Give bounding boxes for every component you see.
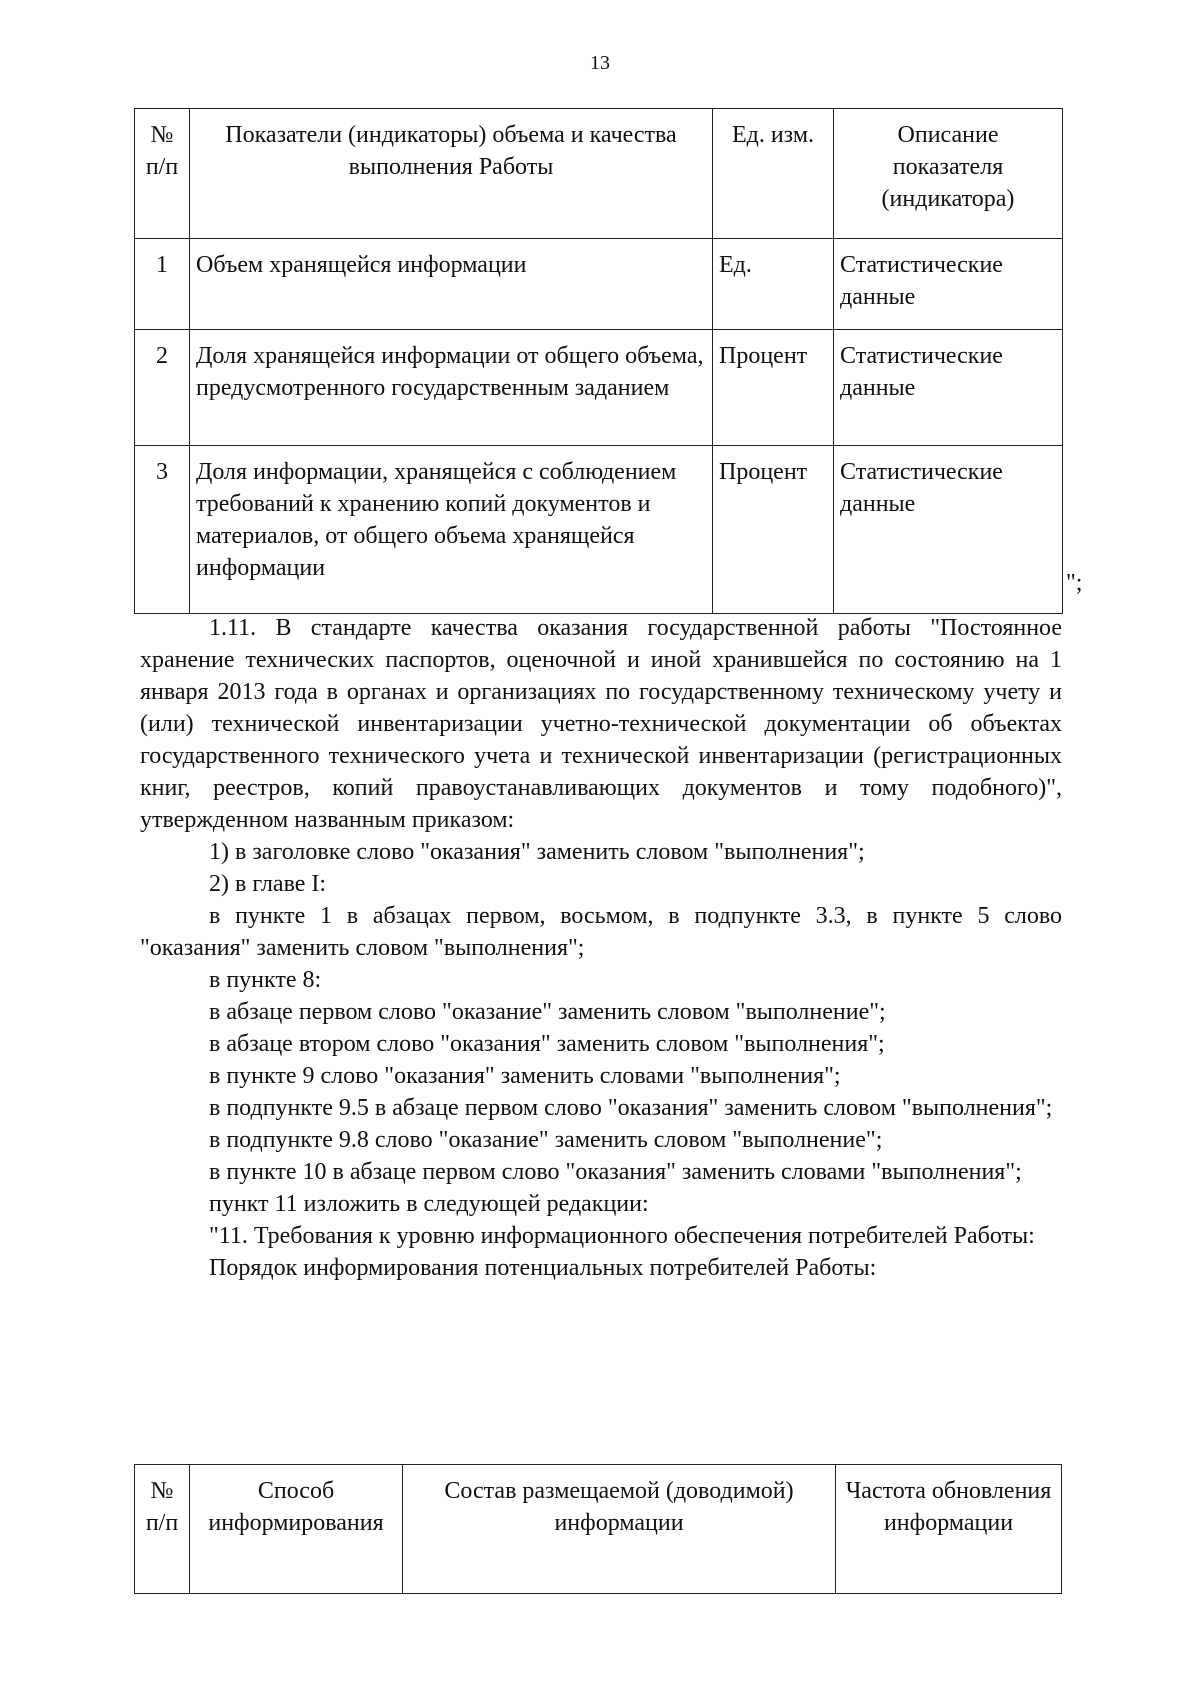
table-row [135, 239, 1063, 330]
paragraph: Порядок информирования потенциальных потребителей Работы: [209, 1255, 877, 1281]
paragraph: "11. Требования к уровню информационного обеспечения потребителей Работы: [209, 1223, 1035, 1249]
row-description: Статистические данные [834, 446, 1063, 614]
table-header-row [135, 109, 1063, 239]
header-content: Состав размещаемой (доводимой) информации [403, 1465, 836, 1594]
table-row [135, 446, 1063, 614]
row-description: Статистические данные [834, 239, 1063, 330]
header-frequency: Частота обновления информации [836, 1465, 1062, 1594]
paragraph: в пункте 1 в абзацах первом, восьмом, в подпункте 3.3, в пункте 5 слово "оказания" заменить словом "выполнения"; [140, 903, 1062, 961]
paragraph: в абзаце первом слово "оказание" заменить словом "выполнение"; [209, 999, 886, 1025]
document-body [140, 612, 1062, 1284]
paragraph: в подпункте 9.8 слово "оказание" заменить словом "выполнение"; [209, 1127, 883, 1153]
paragraph: 1) в заголовке слово "оказания" заменить словом "выполнения"; [209, 839, 865, 865]
table-header-row [135, 1465, 1062, 1594]
header-method: Способ информирования [190, 1465, 403, 1594]
row-num: 1 [135, 239, 190, 330]
information-table [134, 1464, 1062, 1594]
row-unit: Ед. [713, 239, 834, 330]
header-num: № п/п [135, 1465, 190, 1594]
header-num: № п/п [135, 109, 190, 239]
closing-quote: "; [1066, 570, 1083, 596]
paragraph: в подпункте 9.5 в абзаце первом слово "оказания" заменить словом "выполнения"; [209, 1095, 1053, 1121]
paragraph: 1.11. В стандарте качества оказания государственной работы "Постоянное хранение технических паспортов, оценочной и иной хранившейся по состоянию на 1 января 2013 года в органах и организациях по государственному техническому учету и (или) технической инвентаризации учетно-технической документации об объектах государственного технического учета и технической инвентаризации (регистрационных книг, реестров, копий правоустанавливающих документов и тому подобного)", утвержденном названным приказом: [140, 615, 1062, 833]
row-name: Доля хранящейся информации от общего объема, предусмотренного государственным заданием [190, 330, 713, 446]
paragraph: в абзаце втором слово "оказания" заменить словом "выполнения"; [209, 1031, 885, 1057]
row-name: Объем хранящейся информации [190, 239, 713, 330]
page-number: 13 [590, 52, 610, 74]
table-row [135, 330, 1063, 446]
paragraph: пункт 11 изложить в следующей редакции: [209, 1191, 649, 1217]
paragraph: в пункте 8: [209, 967, 322, 993]
paragraph: в пункте 9 слово "оказания" заменить словами "выполнения"; [209, 1063, 841, 1089]
row-unit: Процент [713, 330, 834, 446]
row-num: 2 [135, 330, 190, 446]
row-description: Статистические данные [834, 330, 1063, 446]
paragraph: 2) в главе I: [209, 871, 327, 897]
row-name: Доля информации, хранящейся с соблюдением требований к хранению копий документов и материалов, от общего объема хранящейся информации [190, 446, 713, 614]
header-unit: Ед. изм. [713, 109, 834, 239]
header-indicators: Показатели (индикаторы) объема и качества выполнения Работы [190, 109, 713, 239]
paragraph: в пункте 10 в абзаце первом слово "оказания" заменить словами "выполнения"; [209, 1159, 1022, 1185]
row-num: 3 [135, 446, 190, 614]
row-unit: Процент [713, 446, 834, 614]
indicators-table [134, 108, 1063, 614]
header-description: Описание показателя (индикатора) [834, 109, 1063, 239]
